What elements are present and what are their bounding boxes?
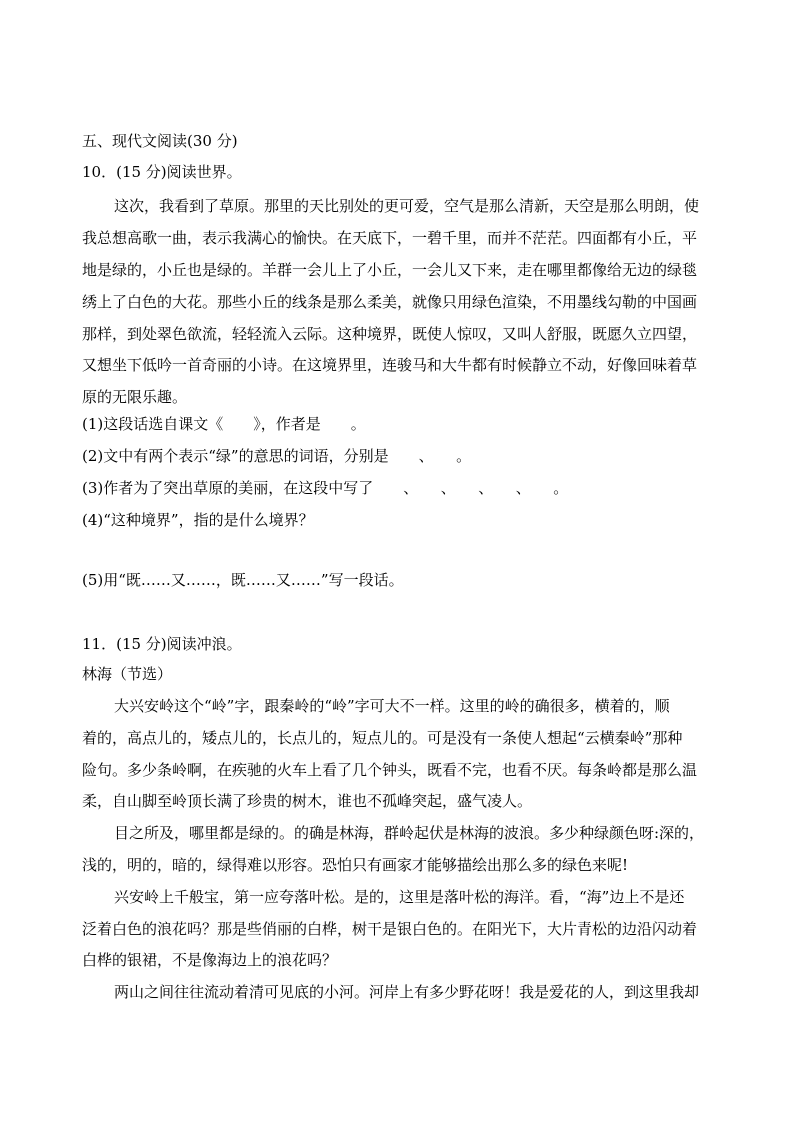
q11-passage-line: 浅的，明的，暗的，绿得难以形容。恐怕只有画家才能够描绘出那么多的绿色来呢! [82, 856, 629, 874]
q10-subquestion-5: (5)用“既……又……，既……又……”写一段话。 [82, 571, 404, 589]
q11-passage-line: 泛着白色的浪花吗？那是些俏丽的白桦，树干是银白色的。在阳光下，大片青松的边沿闪动着 [82, 920, 698, 938]
q11-passage-line: 目之所及，哪里都是绿的。的确是林海，群岭起伏是林海的波浪。多少种绿颜色呀:深的， [114, 824, 705, 842]
q10-subquestion-2: (2)文中有两个表示“绿”的意思的词语，分别是 、 。 [82, 447, 472, 465]
section-title: 五、现代文阅读(30 分) [82, 132, 238, 150]
q11-passage-line: 柔，自山脚至岭顶长满了珍贵的树木，谁也不孤峰突起，盛气凌人。 [82, 792, 533, 810]
q11-passage-line: 着的，高点儿的，矮点儿的，长点儿的，短点儿的。可是没有一条使人想起“云横秦岭”那种 [82, 729, 683, 747]
q11-passage-line: 大兴安岭这个“岭”字，跟秦岭的“岭”字可大不一样。这里的岭的确很多，横着的，顺 [114, 697, 670, 715]
q11-passage-line: 两山之间往往流动着清可见底的小河。河岸上有多少野花呀！我是爱花的人，到这里我却 [114, 983, 700, 1001]
q11-passage-line: 险句。多少条岭啊，在疾驰的火车上看了几个钟头，既看不完，也看不厌。每条岭都是那么温 [82, 761, 698, 779]
q10-subquestion-1: (1)这段话选自课文《 》，作者是 。 [82, 415, 366, 433]
q11-passage-line: 兴安岭上千般宝，第一应夸落叶松。是的，这里是落叶松的海洋。看，“海”边上不是还 [114, 888, 685, 906]
q10-passage-line: 我总想高歌一曲，表示我满心的愉快。在天底下，一碧千里，而并不茫茫。四面都有小丘，平 [82, 229, 698, 247]
q11-title: 11．(15 分)阅读冲浪。 [82, 635, 242, 653]
q10-passage-line: 又想坐下低吟一首奇丽的小诗。在这境界里，连骏马和大牛都有时候静立不动，好像回味着草 [82, 356, 698, 374]
q10-passage-line: 地是绿的，小丘也是绿的。羊群一会儿上了小丘，一会儿又下来，走在哪里都像给无边的绿毯 [82, 261, 698, 279]
q10-title: 10．(15 分)阅读世界。 [82, 163, 242, 181]
q11-passage-subtitle: 林海（节选） [82, 665, 173, 683]
q10-subquestion-3: (3)作者为了突出草原的美丽，在这段中写了 、 、 、 、 。 [82, 479, 569, 497]
q10-subquestion-4: (4)“这种境界”，指的是什么境界？ [82, 511, 314, 529]
q10-passage-line: 那样，到处翠色欲流，轻轻流入云际。这种境界，既使人惊叹，又叫人舒服，既愿久立四望， [82, 325, 698, 343]
q10-passage-line: 绣上了白色的大花。那些小丘的线条是那么柔美，就像只用绿色渲染，不用墨线勾勒的中国画 [82, 293, 698, 311]
q10-passage-line: 这次，我看到了草原。那里的天比别处的更可爱，空气是那么清新，天空是那么明朗，使 [114, 197, 700, 215]
q11-passage-line: 白桦的银裙，不是像海边上的浪花吗？ [82, 951, 338, 969]
q10-passage-line: 原的无限乐趣。 [82, 388, 188, 406]
